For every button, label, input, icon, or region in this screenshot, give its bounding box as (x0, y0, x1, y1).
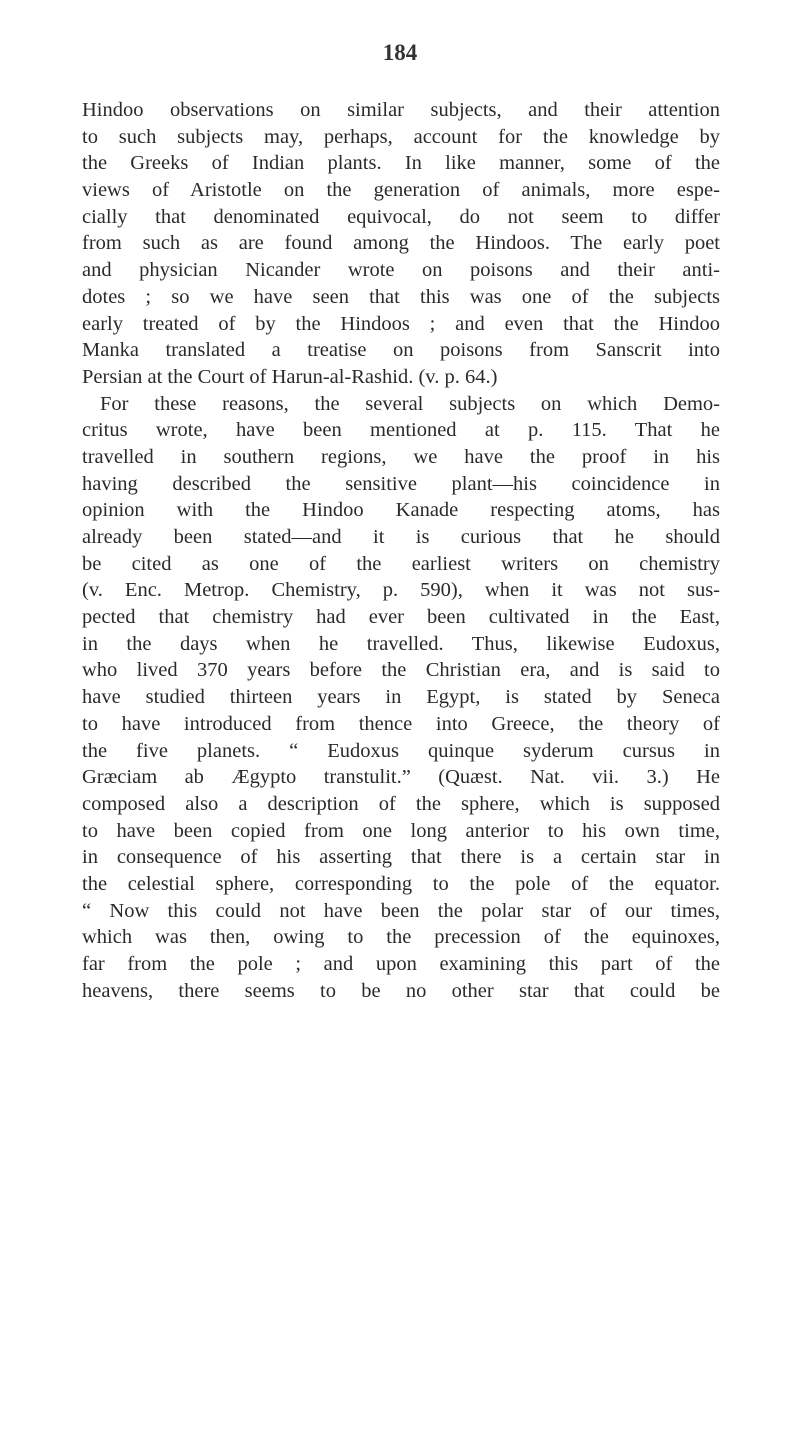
text-line: which was then, owing to the precession of the equinoxes, (82, 926, 720, 949)
text-line: “ Now this could not have been the polar star of our times, (82, 899, 720, 922)
text-line: cially that denominated equivocal, do not seem to differ (82, 205, 720, 228)
text-line: have studied thirteen years in Egypt, is stated by Seneca (82, 686, 720, 709)
text-line: views of Aristotle on the generation of animals, more espe- (82, 179, 720, 202)
text-line: the five planets. “ Eudoxus quinque syderum cursus in (82, 739, 720, 762)
text-line: dotes ; so we have seen that this was one of the subjects (82, 285, 720, 308)
text-line: to have been copied from one long anterior to his own time, (82, 819, 720, 842)
text-line: (v. Enc. Metrop. Chemistry, p. 590), when it was not sus- (82, 579, 720, 602)
text-line: heavens, there seems to be no other star that could be (82, 979, 720, 1002)
text-line: in consequence of his asserting that there is a certain star in (82, 846, 720, 869)
text-line: who lived 370 years before the Christian era, and is said to (82, 659, 720, 682)
text-line: early treated of by the Hindoos ; and even that the Hindoo (82, 312, 720, 335)
text-line: the Greeks of Indian plants. In like manner, some of the (82, 152, 720, 175)
text-line: the celestial sphere, corresponding to the pole of the equator. (82, 872, 720, 895)
text-line: Græciam ab Ægypto transtulit.” (Quæst. Nat. vii. 3.) He (82, 766, 720, 789)
text-line: from such as are found among the Hindoos. The early poet (82, 232, 720, 255)
text-line: Persian at the Court of Harun-al-Rashid. (v. p. 64.) (82, 365, 498, 388)
text-line: For these reasons, the several subjects on which Demo- (100, 392, 720, 415)
text-line: be cited as one of the earliest writers on chemistry (82, 552, 720, 575)
text-line: to such subjects may, perhaps, account for the knowledge by (82, 125, 720, 148)
text-line: opinion with the Hindoo Kanade respecting atoms, has (82, 499, 720, 522)
text-line: in the days when he travelled. Thus, likewise Eudoxus, (82, 632, 720, 655)
text-line: Manka translated a treatise on poisons from Sanscrit into (82, 339, 720, 362)
text-line: and physician Nicander wrote on poisons and their anti- (82, 259, 720, 282)
text-line: having described the sensitive plant—his coincidence in (82, 472, 720, 495)
text-line: to have introduced from thence into Greece, the theory of (82, 712, 720, 735)
text-line: Hindoo observations on similar subjects, and their attention (82, 99, 720, 121)
text-line: pected that chemistry had ever been cultivated in the East, (82, 606, 720, 629)
text-line: far from the pole ; and upon examining this part of the (82, 953, 720, 975)
text-line: already been stated—and it is curious that he should (82, 526, 720, 548)
body-text (82, 97, 720, 1004)
text-line: composed also a description of the sphere, which is supposed (82, 792, 720, 815)
text-line: critus wrote, have been mentioned at p. 115. That he (82, 419, 720, 442)
page-number: 184 (382, 40, 418, 65)
text-line: travelled in southern regions, we have the proof in his (82, 445, 720, 468)
